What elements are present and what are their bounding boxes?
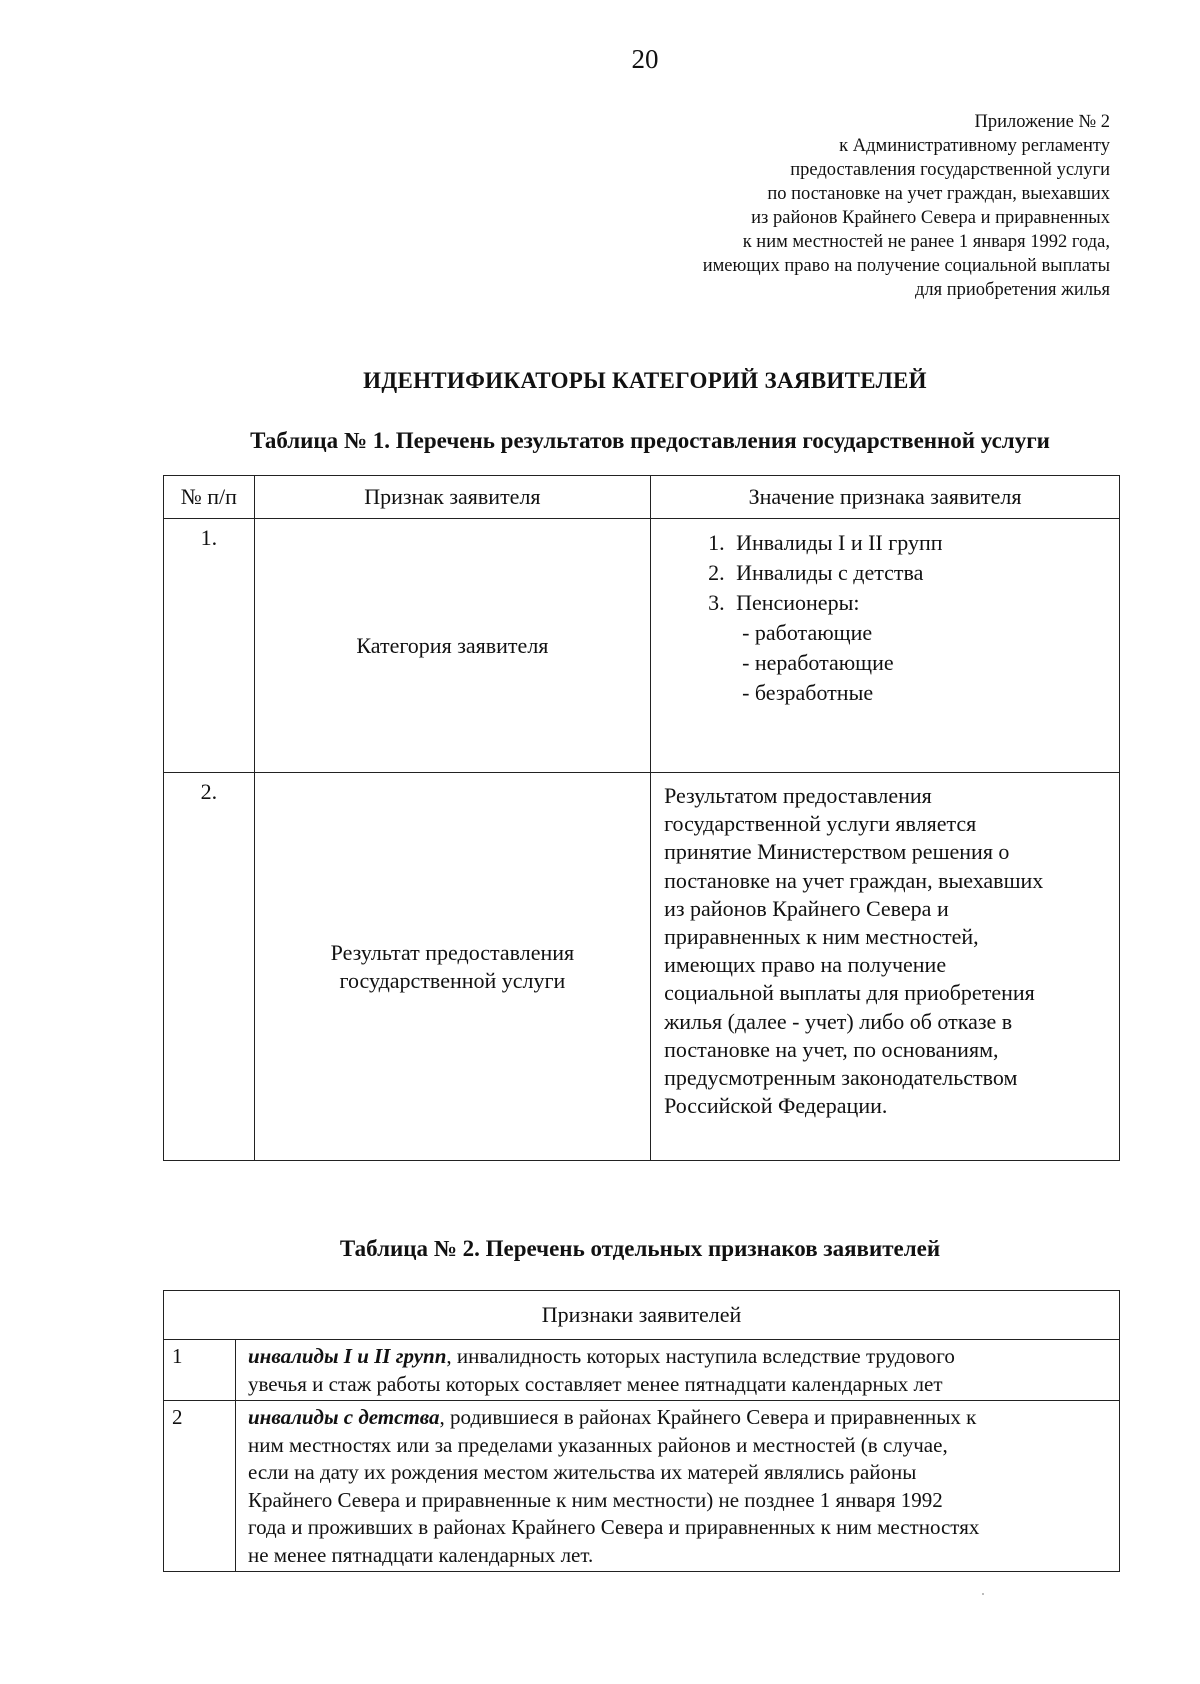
appendix-line: из районов Крайнего Севера и приравненных [751, 208, 1110, 228]
table1-header-attribute: Признак заявителя [254, 476, 650, 519]
attribute-line: государственной услуги [339, 967, 566, 993]
text-line: постановке на учет граждан, выехавших [664, 867, 1044, 893]
text-fragment: , инвалидность которых наступила вследствие трудового [446, 1344, 955, 1368]
text-line [248, 1404, 1107, 1432]
text-line: постановке на учет, по основаниям, [664, 1036, 999, 1062]
appendix-line: к Административному регламенту [839, 136, 1110, 156]
table-row [164, 1340, 1120, 1401]
table1-header-num: № п/п [164, 476, 255, 519]
table2 [163, 1290, 1120, 1572]
list-item [730, 588, 1118, 708]
text-line: Российской Федерации. [664, 1093, 888, 1119]
text-line: увечья и стаж работы которых составляет менее пятнадцати календарных лет [248, 1371, 943, 1396]
result-text [652, 774, 1118, 1120]
text-line: социальной выплаты для приобретения [664, 980, 1035, 1006]
table-row [164, 519, 1120, 773]
table1 [163, 475, 1120, 1161]
text-line: если на дату их рождения местом жительства их матерей являлись районы [248, 1460, 917, 1484]
text-line: принятие Министерством решения о [664, 839, 1010, 865]
appendix-line: для приобретения жилья [914, 280, 1110, 300]
text-fragment: , родившиеся в районах Крайнего Севера и приравненных к [439, 1405, 977, 1429]
table-row [164, 773, 1120, 1161]
appendix-block [550, 110, 1110, 302]
table1-caption: Таблица № 1. Перечень результатов предоставления государственной услуги [250, 428, 1050, 453]
row-text [236, 1401, 1120, 1572]
appendix-line: к ним местностей не ранее 1 января 1992 года, [742, 232, 1110, 252]
row-number: 2 [164, 1401, 236, 1572]
bold-term: инвалиды I и II групп [248, 1344, 447, 1368]
text-line: имеющих право на получение [664, 952, 947, 978]
row-number: 1. [164, 519, 255, 773]
row-attribute [254, 773, 650, 1161]
appendix-line: имеющих право на получение социальной выплаты [702, 256, 1110, 276]
text-line: государственной услуги является [664, 811, 977, 837]
document-title: ИДЕНТИФИКАТОРЫ КАТЕГОРИЙ ЗАЯВИТЕЛЕЙ [363, 368, 927, 393]
text-line [248, 1343, 1107, 1371]
row-values [651, 519, 1120, 773]
page-number: 20 [631, 44, 659, 74]
list-item-label: Пенсионеры: [736, 590, 860, 615]
text-line: не менее пятнадцати календарных лет. [248, 1542, 594, 1567]
sub-list-item: - неработающие [742, 650, 894, 675]
text-line: года и проживших в районах Крайнего Севера и приравненных к ним местностях [248, 1515, 980, 1539]
text-line: Крайнего Севера и приравненные к ним местности) не позднее 1 января 1992 [248, 1487, 943, 1512]
text-line: ним местностях или за пределами указанных районов и местностей (в случае, [248, 1432, 948, 1457]
table-row [164, 1401, 1120, 1572]
text-line: приравненных к ним местностей, [664, 924, 979, 950]
text-line: жилья (далее - учет) либо об отказе в [664, 1008, 1013, 1034]
table2-header-row [164, 1291, 1120, 1340]
sub-list [736, 618, 1118, 708]
appendix-line: предоставления государственной услуги [790, 160, 1110, 180]
row-text [236, 1340, 1120, 1401]
table1-header-value: Значение признака заявителя [651, 476, 1120, 519]
text-line: из районов Крайнего Севера и [664, 895, 949, 921]
row-number: 2. [164, 773, 255, 1161]
list-item: 2. Инвалиды с детства [730, 558, 1118, 588]
scan-speck [982, 1593, 984, 1595]
row-number: 1 [164, 1340, 236, 1401]
sub-list-item: - работающие [742, 620, 873, 645]
table2-caption: Таблица № 2. Перечень отдельных признаков заявителей [339, 1236, 941, 1261]
appendix-line: по постановке на учет граждан, выехавших [767, 184, 1110, 204]
table1-header-row [164, 476, 1120, 519]
attribute-line: Результат предоставления [330, 939, 575, 965]
text-line: Результатом предоставления [664, 783, 932, 808]
sub-list-item: - безработные [742, 680, 874, 705]
bold-term: инвалиды с детства [248, 1405, 440, 1429]
row-attribute: Категория заявителя [254, 519, 650, 773]
table2-header: Признаки заявителей [164, 1291, 1120, 1340]
text-line: предусмотренным законодательством [664, 1065, 1018, 1091]
row-values [651, 773, 1120, 1161]
list-item: 1. Инвалиды I и II групп [730, 528, 1118, 558]
appendix-line: Приложение № 2 [974, 112, 1110, 132]
